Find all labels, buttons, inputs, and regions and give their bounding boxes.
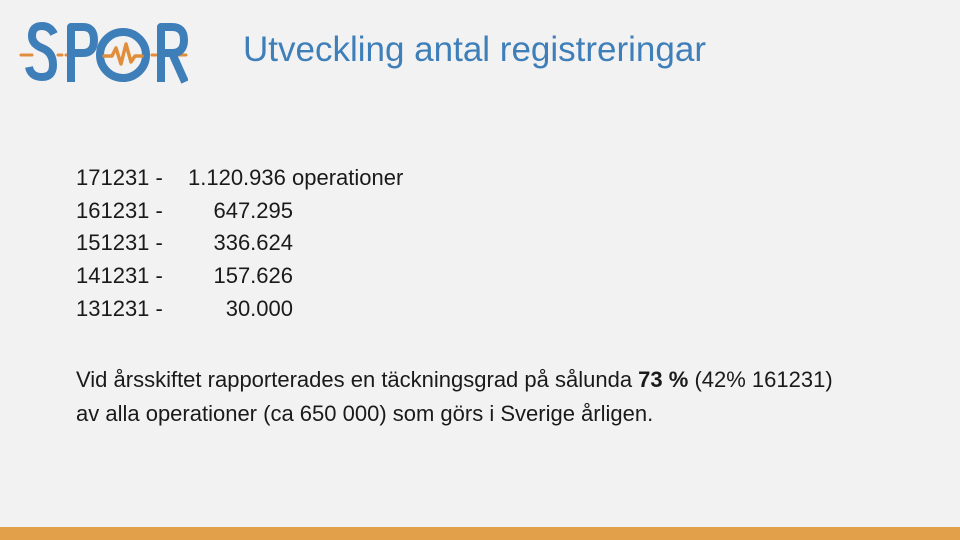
- summary-text-before: Vid årsskiftet rapporterades en täckningsgrad på sålunda: [76, 367, 639, 392]
- coverage-summary: [76, 363, 836, 430]
- stat-value: 647.295: [213, 197, 293, 223]
- stat-value: 1.120.936 operationer: [188, 165, 404, 190]
- stat-date: 141231 -: [76, 263, 163, 289]
- stat-date: 161231 -: [76, 197, 163, 223]
- logo-heartbeat: [104, 44, 142, 64]
- logo-letter-s: [29, 26, 54, 77]
- logo-letter-r: [161, 27, 185, 82]
- slide-title: Utveckling antal registreringar: [243, 30, 706, 69]
- stat-value: 336.624: [213, 230, 293, 256]
- summary-paragraph: [76, 363, 836, 430]
- spor-logo: [18, 20, 188, 90]
- stat-date: 131231 -: [76, 295, 163, 321]
- stat-date: 151231 -: [76, 230, 163, 256]
- stat-date: 171231 -: [76, 165, 163, 190]
- bottom-accent-bar: [0, 527, 960, 540]
- coverage-percentage: 73 %: [638, 367, 689, 392]
- stat-value: 30.000: [225, 295, 293, 321]
- summary-text-after: (42% 161231) av alla operationer (ca 650 000) som görs i Sverige årligen.: [76, 367, 833, 426]
- stat-value: 157.626: [213, 263, 293, 289]
- logo-letter-p: [71, 27, 94, 82]
